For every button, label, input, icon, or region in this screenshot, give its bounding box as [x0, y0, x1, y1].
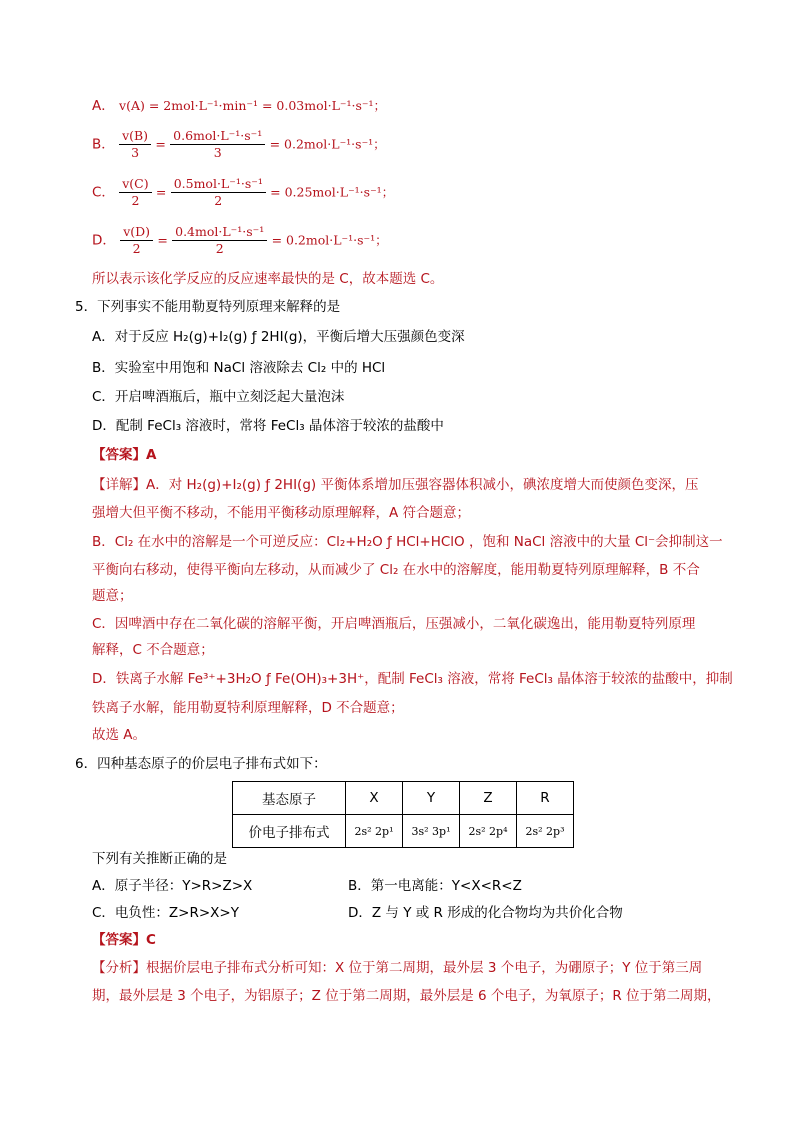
table-cell: 2s² 2p³: [517, 815, 574, 848]
frac-num: v(B): [119, 128, 151, 145]
q5-detail-line: D．铁离子水解 Fe³⁺+3H₂O ƒ Fe(OH)₃+3H⁺，配制 FeCl₃ 溶液，常将 FeCl₃ 晶体溶于较浓的盐酸中，抑制: [92, 671, 733, 687]
frac-num: 0.6mol·L⁻¹·s⁻¹: [170, 128, 265, 145]
q4-c-frac-right: [171, 176, 266, 209]
table-cell: 2s² 2p¹: [346, 815, 403, 848]
q5-detail-line: 平衡向右移动，使得平衡向左移动，从而减少了 Cl₂ 在水中的溶解度，能用勒夏特列原理解释，B 不合: [92, 562, 700, 578]
q4-d-frac-left: [120, 224, 153, 257]
q6-config-table: [232, 781, 574, 848]
q5-option-c: C．开启啤酒瓶后，瓶中立刻泛起大量泡沫: [92, 389, 345, 405]
q4-c-label: C．: [92, 184, 115, 201]
q6-prompt: 下列有关推断正确的是: [92, 851, 227, 867]
q6-option-a: A．原子半径：Y>R>Z>X: [92, 878, 253, 894]
q6-analysis-line: 【分析】根据价层电子排布式分析可知：X 位于第二周期，最外层 3 个电子，为硼原子；Y 位于第三周: [92, 960, 703, 976]
q5-answer: 【答案】A: [92, 447, 157, 463]
frac-den: 2: [132, 241, 141, 256]
table-cell: 价电子排布式: [233, 815, 346, 848]
q5-detail-line: 【详解】A．对 H₂(g)+I₂(g) ƒ 2HI(g) 平衡体系增加压强容器体积减小，碘浓度增大而使颜色变深，压: [92, 477, 699, 493]
table-header-cell: R: [517, 782, 574, 815]
equals: =: [155, 184, 167, 200]
q4-b-result: = 0.2mol·L⁻¹·s⁻¹；: [269, 136, 386, 152]
q6-option-d: D．Z 与 Y 或 R 形成的化合物均为共价化合物: [348, 905, 623, 921]
q5-option-a: A．对于反应 H₂(g)+I₂(g) ƒ 2HI(g)，平衡后增大压强颜色变深: [92, 329, 465, 345]
q5-detail-line: 铁离子水解，能用勒夏特利原理解释，D 不合题意；: [92, 700, 404, 716]
q4-conclusion: 所以表示该化学反应的反应速率最快的是 C，故本题选 C。: [92, 271, 444, 287]
q6-answer: 【答案】C: [92, 932, 156, 948]
q6-option-c: C．电负性：Z>R>X>Y: [92, 905, 239, 921]
q6-option-b: B．第一电离能：Y<X<R<Z: [348, 878, 522, 894]
q4-calc-a: [92, 96, 386, 116]
q4-d-result: = 0.2mol·L⁻¹·s⁻¹；: [271, 232, 388, 248]
table-header-cell: Z: [460, 782, 517, 815]
q6-stem: 6．四种基态原子的价层电子排布式如下：: [75, 756, 327, 772]
table-cell: 2s² 2p⁴: [460, 815, 517, 848]
q4-d-label: D．: [92, 232, 116, 249]
table-header-cell: 基态原子: [233, 782, 346, 815]
q5-detail-line: 强增大但平衡不移动，不能用平衡移动原理解释，A 符合题意；: [92, 505, 471, 521]
q5-option-b: B．实验室中用饱和 NaCl 溶液除去 Cl₂ 中的 HCl: [92, 360, 386, 376]
q4-calc-c: [92, 176, 394, 209]
frac-den: 2: [215, 241, 224, 256]
q5-detail-line: 题意；: [92, 588, 133, 604]
table-header-cell: Y: [403, 782, 460, 815]
frac-num: v(D): [120, 224, 153, 241]
table-row: [233, 782, 574, 815]
q4-b-frac-right: [170, 128, 265, 161]
equals: =: [157, 232, 168, 248]
q5-detail-line: 故选 A。: [92, 727, 147, 743]
frac-den: 2: [214, 193, 223, 208]
frac-den: 2: [131, 193, 140, 208]
table-row: [233, 815, 574, 848]
q6-analysis-line: 期，最外层是 3 个电子，为铝原子；Z 位于第二周期，最外层是 6 个电子，为氧原子；R 位于第二周期，: [92, 988, 721, 1004]
table-header-cell: X: [346, 782, 403, 815]
q4-d-frac-right: [172, 224, 267, 257]
q4-b-label: B．: [92, 136, 115, 153]
frac-den: 3: [131, 145, 140, 160]
q5-detail-line: B．Cl₂ 在水中的溶解是一个可逆反应：Cl₂+H₂O ƒ HCl+HClO ，饱和 NaCl 溶液中的大量 Cl⁻会抑制这一: [92, 534, 723, 550]
equals: =: [155, 136, 166, 152]
frac-num: 0.5mol·L⁻¹·s⁻¹: [171, 176, 266, 193]
q4-calc-d: [92, 224, 388, 257]
q4-a-expr: v(A) = 2mol·L⁻¹·min⁻¹ = 0.03mol·L⁻¹·s⁻¹；: [119, 98, 387, 113]
frac-num: 0.4mol·L⁻¹·s⁻¹: [172, 224, 267, 241]
q5-detail-line: 解释，C 不合题意；: [92, 642, 214, 658]
q5-stem: 5．下列事实不能用勒夏特列原理来解释的是: [75, 299, 341, 315]
q5-option-d: D．配制 FeCl₃ 溶液时，常将 FeCl₃ 晶体溶于较浓的盐酸中: [92, 418, 444, 434]
q4-a-label: A．: [92, 98, 115, 114]
q4-b-frac-left: [119, 128, 151, 161]
table-cell: 3s² 3p¹: [403, 815, 460, 848]
q4-calc-b: [92, 128, 386, 161]
q5-detail-line: C．因啤酒中存在二氧化碳的溶解平衡，开启啤酒瓶后，压强减小，二氧化碳逸出，能用勒夏特列原理: [92, 616, 696, 632]
q4-c-result: = 0.25mol·L⁻¹·s⁻¹；: [270, 184, 395, 200]
frac-den: 3: [213, 145, 222, 160]
frac-num: v(C): [119, 176, 151, 193]
q4-c-frac-left: [119, 176, 151, 209]
